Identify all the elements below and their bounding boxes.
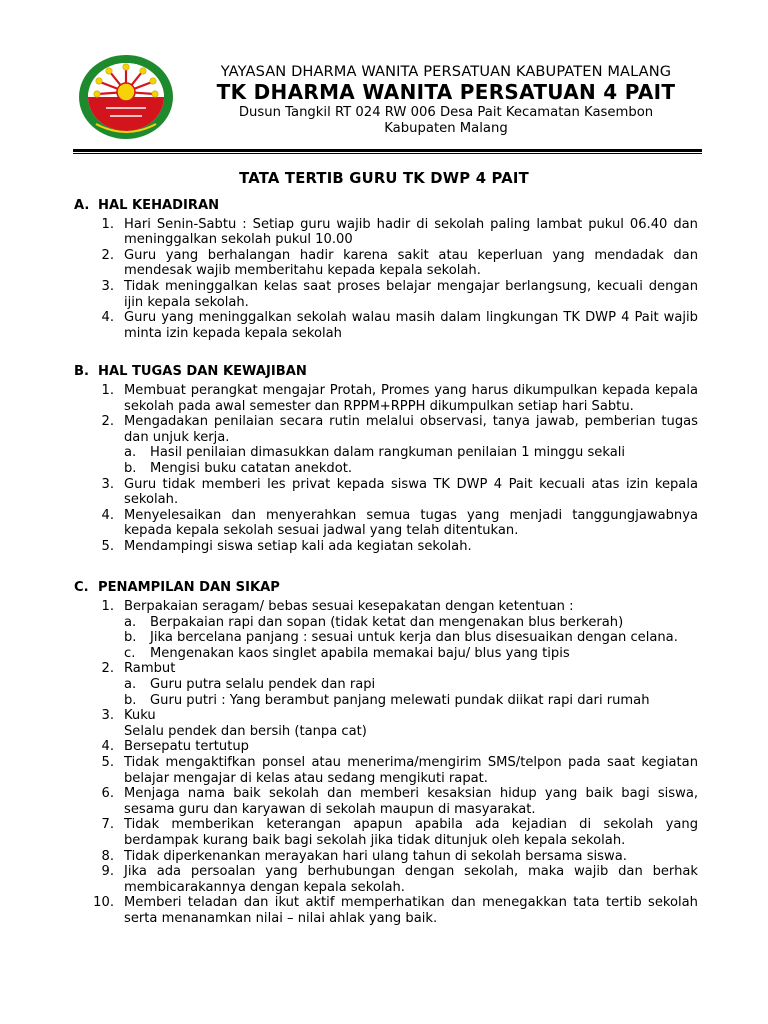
list-item [74,786,698,817]
sub-item-text: Jika bercelana panjang : sesuai untuk kerja dan blus disesuaikan dengan celana. [150,630,678,646]
letterhead-rule-thin [73,153,702,154]
list-item [74,817,698,848]
item-text: Tidak meninggalkan kelas saat proses belajar mengajar berlangsung, kecuali dengan ijin kepala sekolah. [124,278,698,310]
item-number: 5. [101,538,114,554]
list-item [74,383,698,414]
list-item [74,895,698,926]
letterhead-address-line2: Kabupaten Malang [384,121,508,136]
dharma-wanita-emblem-icon [76,52,176,142]
sub-item-letter: b. [124,630,137,646]
section-b-heading [74,364,698,380]
item-text: Rambut [124,661,176,677]
section-c-heading [74,580,698,596]
letterhead-address-line1: Dusun Tangkil RT 024 RW 006 Desa Pait Kecamatan Kasembon [238,105,654,120]
item-number: 5. [101,755,114,770]
sub-item-text: Berpakaian rapi dan sopan (tidak ketat dan mengenakan blus berkerah) [150,614,624,630]
list-item [74,739,698,755]
list-item [74,661,698,677]
item-text: Mendampingi siswa setiap kali ada kegiatan sekolah. [124,538,472,554]
list-item [74,599,698,615]
sub-item-letter: b. [124,692,137,708]
item-text: Guru yang meninggalkan sekolah walau masih dalam lingkungan TK DWP 4 Pait wajib minta izin kepada kepala sekolah [124,310,698,341]
list-item [74,755,698,786]
item-text: Memberi teladan dan ikut aktif memperhatikan dan menegakkan tata tertib sekolah serta menanamkan nilai – nilai ahlak yang baik. [124,895,698,926]
sub-item-text: Mengisi buku catatan anekdot. [150,460,353,476]
sub-item [74,677,698,693]
sub-item-text: Guru putri : Yang berambut panjang melewati pundak diikat rapi dari rumah [150,692,650,708]
item-text: Jika ada persoalan yang berhubungan dengan sekolah, maka wajib dan berhak membicarakannya dengan kepala sekolah. [124,864,698,895]
item-text: Guru yang berhalangan hadir karena sakit atau keperluan yang mendadak dan mendesak wajib memberitahu kepada kepala sekolah. [124,247,698,279]
section-title: PENAMPILAN DAN SIKAP [98,580,280,596]
list-item [74,708,698,724]
sub-item-letter: b. [124,460,137,476]
item-number: 4. [101,310,114,326]
item-text: Bersepatu tertutup [124,739,249,755]
list-item [74,248,698,279]
section-letter: B. [74,364,89,380]
list-item [74,864,698,895]
section-title: HAL KEHADIRAN [98,198,220,213]
item-number: 4. [101,739,114,755]
item-text: Hari Senin-Sabtu : Setiap guru wajib hadir di sekolah paling lambat pukul 06.40 dan meninggalkan sekolah pukul 10.00 [124,216,698,248]
item-number: 10. [93,895,114,911]
list-item [74,279,698,310]
sub-item-text: Mengenakan kaos singlet apabila memakai baju/ blus yang tipis [150,645,570,661]
item-number: 9. [101,864,114,880]
item-number: 2. [101,414,114,430]
item-number: 8. [101,848,114,864]
sub-item-text: Hasil penilaian dimasukkan dalam rangkuman penilaian 1 minggu sekali [150,445,626,461]
item-number: 1. [101,599,114,615]
list-item [74,849,698,865]
list-item [74,414,698,445]
item-text: Tidak mengaktifkan ponsel atau menerima/mengirim SMS/telpon pada saat kegiatan belajar mengajar di kelas atau sedang mengikuti rapat. [124,755,698,786]
list-item [74,477,698,508]
sub-item-letter: a. [124,445,137,461]
sub-item-letter: c. [124,645,136,661]
sub-item [74,615,698,631]
section-letter: A. [74,198,90,213]
item-text: Guru tidak memberi les privat kepada siswa TK DWP 4 Pait kecuali atas izin kepala sekolah. [124,476,698,508]
item-number: 2. [101,247,114,263]
document-body [74,198,698,927]
item-text: Tidak diperkenankan merayakan hari ulang tahun di sekolah bersama siswa. [124,848,627,864]
item-number: 1. [101,216,114,232]
item-number: 7. [101,817,114,833]
item-text: Menyelesaikan dan menyerahkan semua tugas yang menjadi tanggungjawabnya kepada kepala sekolah sesuai jadwal yang telah ditentukan. [124,507,698,539]
item-text: Berpakaian seragam/ bebas sesuai kesepakatan dengan ketentuan : [124,599,574,615]
sub-item-text: Guru putra selalu pendek dan rapi [150,677,376,693]
letterhead-org: YAYASAN DHARMA WANITA PERSATUAN KABUPATEN MALANG [220,63,672,80]
document-title: TATA TERTIB GURU TK DWP 4 PAIT [239,170,529,187]
item-number: 1. [101,382,114,398]
item-continuation: Selalu pendek dan bersih (tanpa cat) [124,723,367,739]
section-letter: C. [74,580,89,596]
letterhead-rule-thick [73,149,702,152]
sub-item [74,646,698,662]
item-number: 3. [101,708,114,724]
item-number: 6. [101,786,114,802]
item-text: Membuat perangkat mengajar Protah, Promes yang harus dikumpulkan kepada kepala sekolah pada awal semester dan RPPM+RPPH dikumpulkan setiap hari Sabtu. [124,382,698,414]
list-item [74,539,698,555]
item-text: Kuku [124,708,156,724]
item-number: 3. [101,278,114,294]
sub-item [74,461,698,477]
item-number: 4. [101,507,114,523]
list-item [74,310,698,341]
item-text: Mengadakan penilaian secara rutin melalui observasi, tanya jawab, pemberian tugas dan unjuk kerja. [124,414,698,445]
list-item [74,217,698,248]
sub-item [74,445,698,461]
letterhead-school-name: TK DHARMA WANITA PERSATUAN 4 PAIT [216,80,676,104]
sub-item-letter: a. [124,677,137,693]
section-a-heading [74,198,698,214]
item-number: 3. [101,476,114,492]
list-item [74,508,698,539]
item-number: 2. [101,661,114,677]
item-text: Tidak memberikan keterangan apapun apabila ada kejadian di sekolah yang berdampak kurang baik bagi sekolah jika tidak ditunjuk oleh kepala sekolah. [124,817,698,848]
item-text: Menjaga nama baik sekolah dan memberi kesaksian hidup yang baik bagi siswa, sesama guru dan karyawan di sekolah maupun di masyarakat. [124,786,698,817]
sub-item-letter: a. [124,614,137,630]
section-title: HAL TUGAS DAN KEWAJIBAN [98,364,307,380]
sub-item [74,630,698,646]
sub-item [74,693,698,709]
